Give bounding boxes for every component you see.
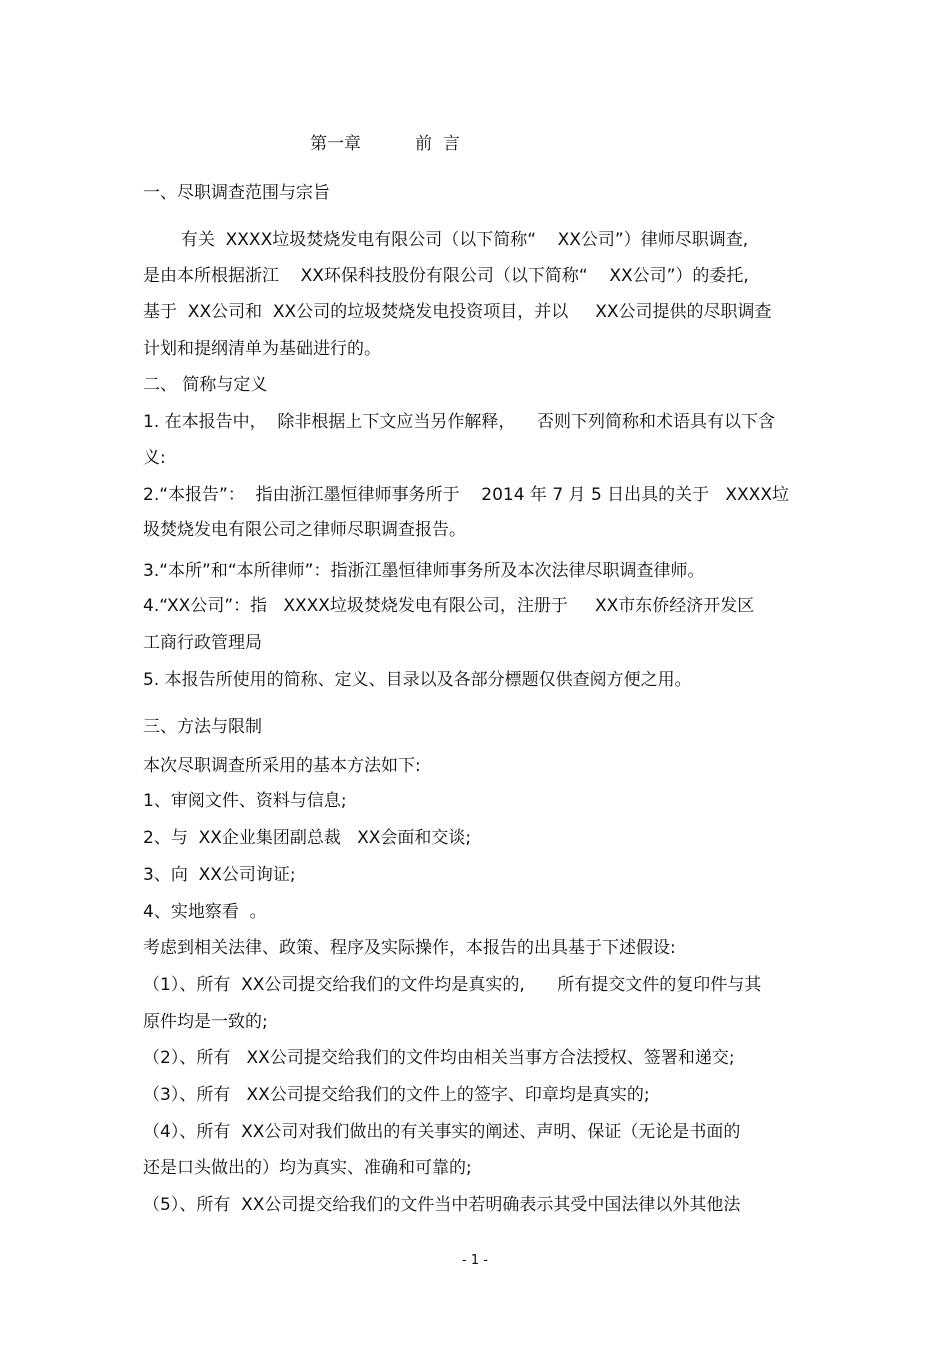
paragraph-line: 2.“本报告”： 指由浙江墨恒律师事务所于 2014 年 7 月 5 日出具的关于 XXXX垃 bbox=[143, 485, 789, 505]
page-number: - 1 - bbox=[462, 1253, 488, 1268]
paragraph-line: 义: bbox=[143, 448, 166, 468]
paragraph-line: 3.“本所”和“本所律师”：指浙江墨恒律师事务所及本次法律尽职调查律师。 bbox=[143, 561, 705, 581]
list-item: 3、向 XX公司询证; bbox=[143, 865, 296, 885]
list-item: 1、审阅文件、资料与信息; bbox=[143, 791, 347, 811]
list-item: （1）、所有 XX公司提交给我们的文件均是真实的, 所有提交文件的复印件与其 bbox=[143, 975, 762, 995]
section-heading-2: 二、 简称与定义 bbox=[143, 375, 268, 395]
chapter-title: 第一章 前 言 bbox=[310, 134, 460, 154]
paragraph-line: 圾焚烧发电有限公司之律师尽职调查报告。 bbox=[143, 520, 466, 540]
paragraph-line: 4.“XX公司”：指 XXXX垃圾焚烧发电有限公司，注册于 XX市东侨经济开发区 bbox=[143, 596, 755, 616]
paragraph-line: 1. 在本报告中， 除非根据上下文应当另作解释， 否则下列简称和术语具有以下含 bbox=[143, 412, 776, 432]
paragraph-line: 计划和提纲清单为基础进行的。 bbox=[143, 339, 381, 359]
paragraph-line: 考虑到相关法律、政策、程序及实际操作，本报告的出具基于下述假设: bbox=[143, 938, 676, 958]
paragraph-line: 是由本所根据浙江 XX环保科技股份有限公司（以下简称“ XX公司”）的委托, bbox=[143, 266, 749, 286]
paragraph-line: 基于 XX公司和 XX公司的垃圾焚烧发电投资项目，并以 XX公司提供的尽职调查 bbox=[143, 302, 772, 322]
paragraph-line: 还是口头做出的）均为真实、准确和可靠的; bbox=[143, 1158, 472, 1178]
paragraph-line: 本次尽职调查所采用的基本方法如下: bbox=[143, 756, 421, 776]
list-item: （5）、所有 XX公司提交给我们的文件当中若明确表示其受中国法律以外其他法 bbox=[143, 1195, 741, 1215]
paragraph-line: 原件均是一致的; bbox=[143, 1012, 268, 1032]
section-heading-3: 三、方法与限制 bbox=[143, 717, 262, 737]
list-item: 4、实地察看 。 bbox=[143, 902, 267, 922]
section-heading-1: 一、尽职调查范围与宗旨 bbox=[143, 183, 330, 203]
list-item: （3）、所有 XX公司提交给我们的文件上的签字、印章均是真实的; bbox=[143, 1085, 650, 1105]
list-item: 2、与 XX企业集团副总裁 XX会面和交谈; bbox=[143, 828, 472, 848]
paragraph-line: 工商行政管理局 bbox=[143, 633, 262, 653]
paragraph-line: 有关 XXXX垃圾焚烧发电有限公司（以下简称“ XX公司”）律师尽职调查, bbox=[143, 230, 749, 250]
paragraph-line: 5. 本报告所使用的简称、定义、目录以及各部分標题仅供查阅方便之用。 bbox=[143, 670, 692, 690]
list-item: （4）、所有 XX公司对我们做出的有关事实的阐述、声明、保证（无论是书面的 bbox=[143, 1122, 741, 1142]
list-item: （2）、所有 XX公司提交给我们的文件均由相关当事方合法授权、签署和递交; bbox=[143, 1048, 735, 1068]
